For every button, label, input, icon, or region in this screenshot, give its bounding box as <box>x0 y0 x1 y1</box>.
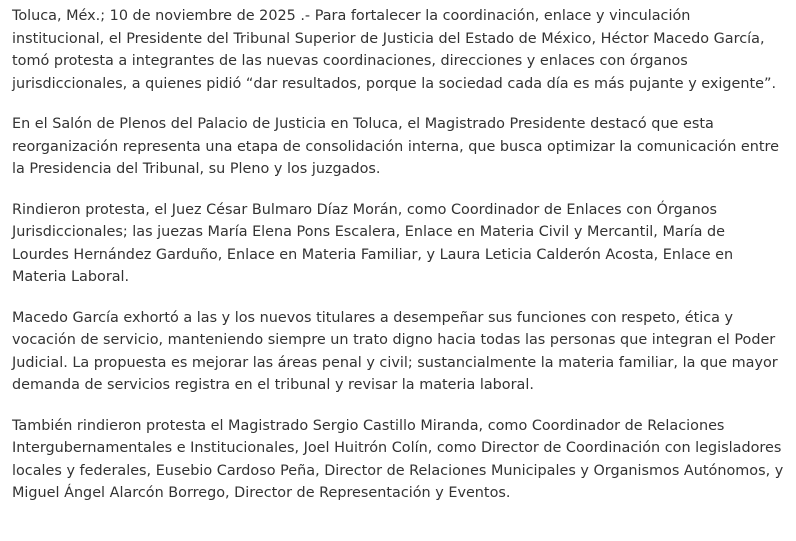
article-paragraph: Macedo García exhortó a las y los nuevos titulares a desempeñar sus funciones con respeto, ética y vocación de servicio, manteniendo siempre un trato digno hacia todas las personas que integran el Poder Judicial. La propuesta es mejorar las áreas penal y civil; sustancialmente la materia familiar, la que mayor demanda de servicios registra en el tribunal y revisar la materia laboral. <box>12 309 778 393</box>
article-paragraph: También rindieron protesta el Magistrado Sergio Castillo Miranda, como Coordinador de Relaciones Intergubernamentales e Institucionales, Joel Huitrón Colín, como Director de Coordinación con legisladores locales y federales, Eusebio Cardoso Peña, Director de Relaciones Municipales y Organismos Autónomos, y Miguel Ángel Alarcón Borrego, Director de Representación y Eventos. <box>12 417 784 501</box>
article-paragraph: En el Salón de Plenos del Palacio de Justicia en Toluca, el Magistrado Presidente destacó que esta reorganización representa una etapa de consolidación interna, que busca optimizar la comunicación entre la Presidencia del Tribunal, su Pleno y los juzgados. <box>12 116 780 177</box>
article-paragraph: Rindieron protesta, el Juez César Bulmaro Díaz Morán, como Coordinador de Enlaces con Órganos Jurisdiccionales; las juezas María Elena Pons Escalera, Enlace en Materia Civil y Mercantil, María de Lourdes Hernández Garduño, Enlace en Materia Familiar, y Laura Leticia Calderón Acosta, Enlace en Materia Laboral. <box>12 201 734 285</box>
article-paragraph: Toluca, Méx.; 10 de noviembre de 2025 .- Para fortalecer la coordinación, enlace y vinculación institucional, el Presidente del Tribunal Superior de Justicia del Estado de México, Héctor Macedo García, tomó protesta a integrantes de las nuevas coordinaciones, direcciones y enlaces con órganos jurisdiccionales, a quienes pidió “dar resultados, porque la sociedad cada día es más pujante y exigente”. <box>12 8 777 92</box>
